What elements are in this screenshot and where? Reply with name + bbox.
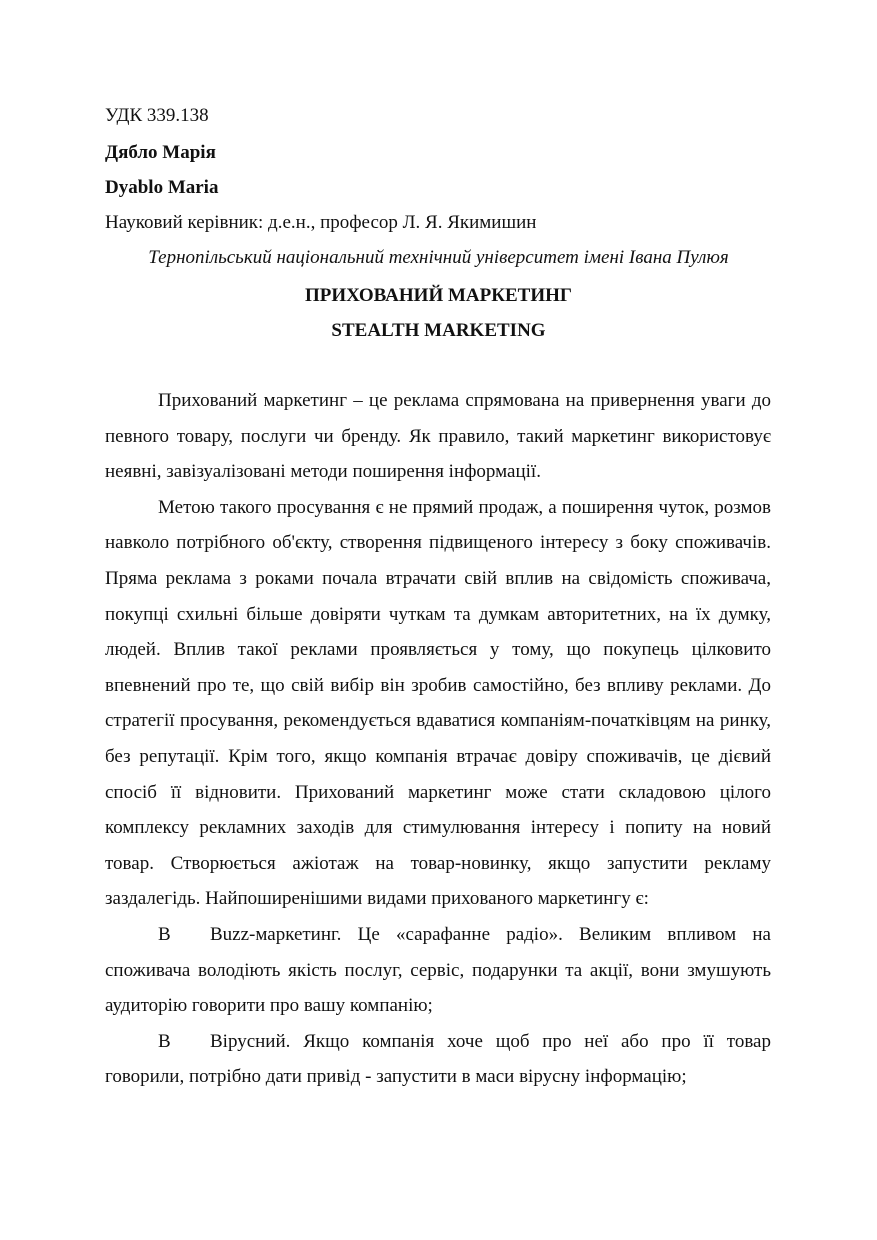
author-name-uk: Дябло Марія [105, 142, 216, 163]
bullet-item [105, 1024, 771, 1095]
bullet-marker: В [158, 923, 171, 945]
affiliation-line: Тернопільський національний технічний університет імені Івана Пулюя [148, 247, 729, 268]
title-uk: ПРИХОВАНИЙ МАРКЕТИНГ [304, 285, 572, 306]
paragraph: Метою такого просування є не прямий продаж, а поширення чуток, розмов навколо потрібного об'єкту, створення підвищеного інтересу з боку споживачів. Пряма реклама з роками почала втрачати свій вплив на свідомість споживача, покупці схильні більше довіряти чуткам та думкам авторитетних, на їх думку, людей. Вплив такої реклами проявляється у тому, що покупець цілковито впевнений про те, що свій вибір він зробив самостійно, без впливу реклами. До стратегії просування, рекомендується вдаватися компаніям-початківцям на ринку, без репутації. Крім того, якщо компанія втрачає довіру споживачів, це дієвий спосіб її відновити. Прихований маркетинг може стати складовою цілого комплексу рекламних заходів для стимулювання інтересу і попиту на новий товар. Створюється ажіотаж на товар-новинку, якщо запустити рекламу заздалегідь. Найпоширенішими видами прихованого маркетингу є: [105, 496, 771, 910]
bullet-text: Buzz-маркетинг. Це «сарафанне радіо». Великим впливом на споживача володіють якість послуг, сервіс, подарунки та акції, вони змушують аудиторію говорити про вашу компанію; [105, 923, 771, 1017]
paragraph: Прихований маркетинг – це реклама спрямована на привернення уваги до певного товару, послуги чи бренду. Як правило, такий маркетинг використовує неявні, завізуалізовані методи поширення інформації. [105, 390, 771, 483]
udc-code: УДК 339.138 [105, 105, 209, 126]
article-body [105, 383, 771, 1095]
bullet-item [105, 917, 771, 1024]
bullet-text: Вірусний. Якщо компанія хоче щоб про неї або про її товар говорили, потрібно дати привід - запустити в маси вірусну інформацію; [105, 1030, 771, 1088]
bullet-marker: В [158, 1030, 171, 1052]
supervisor-line: Науковий керівник: д.е.н., професор Л. Я. Якимишин [105, 212, 537, 233]
title-en: STEALTH MARKETING [331, 320, 546, 341]
author-name-en: Dyablo Maria [105, 177, 219, 198]
